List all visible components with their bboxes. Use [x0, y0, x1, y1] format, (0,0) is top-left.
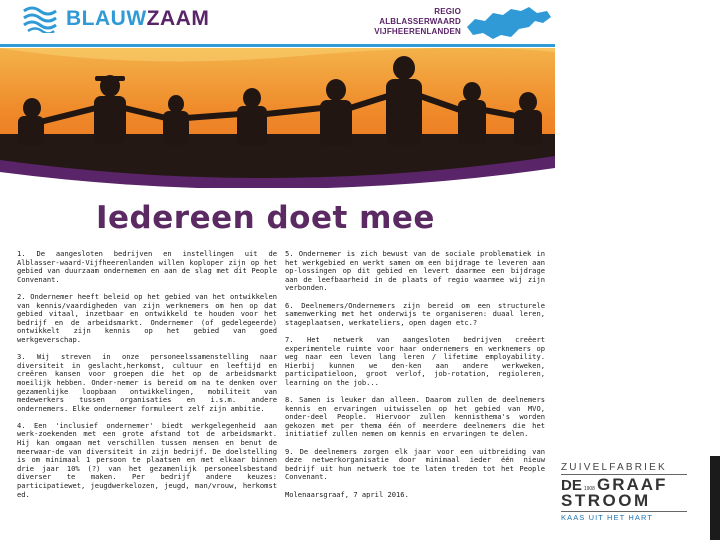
convenant-item-1: 1. De aangesloten bedrijven en instellingen uit de Alblasser-waard-Vijfheerenlanden willen koploper zijn op het gebied van duurzaam ondernemen en aan de slag met dit People Convenant. [17, 249, 277, 284]
wave-icon [22, 5, 58, 33]
sponsor-year: 1908 [583, 486, 595, 492]
right-column [285, 250, 545, 508]
sponsor-line-1: ZUIVELFABRIEK [561, 462, 687, 475]
convenant-item-4: 4. Een 'inclusief ondernemer' biedt werkgelegenheid aan werk-zoekenden met een grote afstand tot de arbeidsmarkt. Hij kan omgaan met verschillen tussen mensen en benut de meerwaar-de van diversiteit in zijn bedrijf. De doelstelling is om minimaal 1 persoon te plaatsen en met elkaar binnen drie jaar 10% (?) van het gezamenlijk personeelsbestand diverser te maken. Per bedrijf andere keuzes: participatiewet, jeugdwerkelozen, jeugd, man/vrouw, herkomst ed. [17, 420, 277, 499]
header-divider [0, 44, 555, 47]
regio-line-2: ALBLASSERWAARD [379, 17, 461, 26]
sponsor-graaf: GRAAF [596, 475, 668, 494]
convenant-item-7: 7. Het netwerk van aangesloten bedrijven creëert experimentele ruimte voor haar ondernemers en werknemers op weg naar een leven lang leren / lifetime employability. Hierbij kunnen we den-ken aan andere werkweken, participatieloon, groot verlof, job-rotation, regioleren, learning on the job... [285, 334, 545, 387]
page-title: Iedereen doet mee [96, 200, 435, 236]
edge-bar [710, 456, 720, 540]
sponsor-tagline: KAAS UIT HET HART [561, 511, 687, 522]
convenant-item-6: 6. Deelnemers/Ondernemers zijn bereid om een structurele samenwerking met het onderwijs te organiseren: duaal leren, stageplaatsen, werkateliers, open dagen etc.? [285, 300, 545, 327]
region-map-icon [463, 5, 553, 41]
sponsor-de: DE [561, 477, 582, 494]
de-graafstroom-logo [561, 462, 687, 538]
logo-blauw-text: BLAUW [66, 7, 147, 30]
regio-logo [358, 5, 553, 41]
convenant-item-8: 8. Samen is leuker dan alleen. Daarom zullen de deelnemers kennis en ervaringen uitwisselen op het gebied van MVO, onder-deel People. Hiervoor zullen kennisthema's worden gekozen met per thema één of meerdere deelnemers die het initiatief zullen nemen om kennis en ervaringen te delen. [285, 395, 545, 439]
people-holding-hands-image [0, 48, 555, 188]
convenant-item-2: 2. Ondernemer heeft beleid op het gebied van het ontwikkelen van kennis/vaardigheden van zijn werknemers om hen op dat gebied vitaal, inzetbaar en ontwikkeld te houden voor het bedrijf en de arbeidsmarkt. Ondernemer (of gedelegeerde) ontwikkelt zijn kennis op het gebied van goed werkgeverschap. [17, 291, 277, 344]
convenant-item-9: 9. De deelnemers zorgen elk jaar voor een uitbreiding van deze netwerkorganisatie door minimaal ieder één nieuw bedrijf uit hun netwerk toe te laten treden tot het People Convenant. [285, 446, 545, 482]
logo-zaam-text: ZAAM [146, 7, 210, 30]
sponsor-stroom: STROOM [561, 491, 651, 510]
regio-line-3: VIJFHEERENLANDEN [374, 27, 461, 36]
banner-image [0, 48, 555, 188]
convenant-item-5: 5. Ondernemer is zich bewust van de sociale problematiek in het werkgebied en werkt samen om een bijdrage te leveren aan op-lossingen op dit gebied en levert daarmee een bijdrage aan de leefbaarheid in de plaats of regio waarmee wij zijn verbonden. [285, 249, 545, 293]
regio-line-1: REGIO [434, 7, 461, 16]
blauwzaam-logo [22, 4, 209, 34]
left-column [17, 250, 277, 508]
convenant-item-3: 3. Wij streven in onze personeelssamenstelling naar diversiteit in geslacht,herkomst, cultuur en leeftijd en creëren kansen voor groepen die het op de arbeidsmarkt moeilijk hebben. Onder-nemer is bereid om na te denken over gezamenlijke loopbaan ontwikkelingen, mobiliteit van medewerkers tussen organisaties en i.s.m. andere ondernemers. Elke ondernemer formuleert zelf zijn ambitie. [17, 352, 277, 413]
place-date: Molenaarsgraaf, 7 april 2016. [285, 489, 409, 499]
